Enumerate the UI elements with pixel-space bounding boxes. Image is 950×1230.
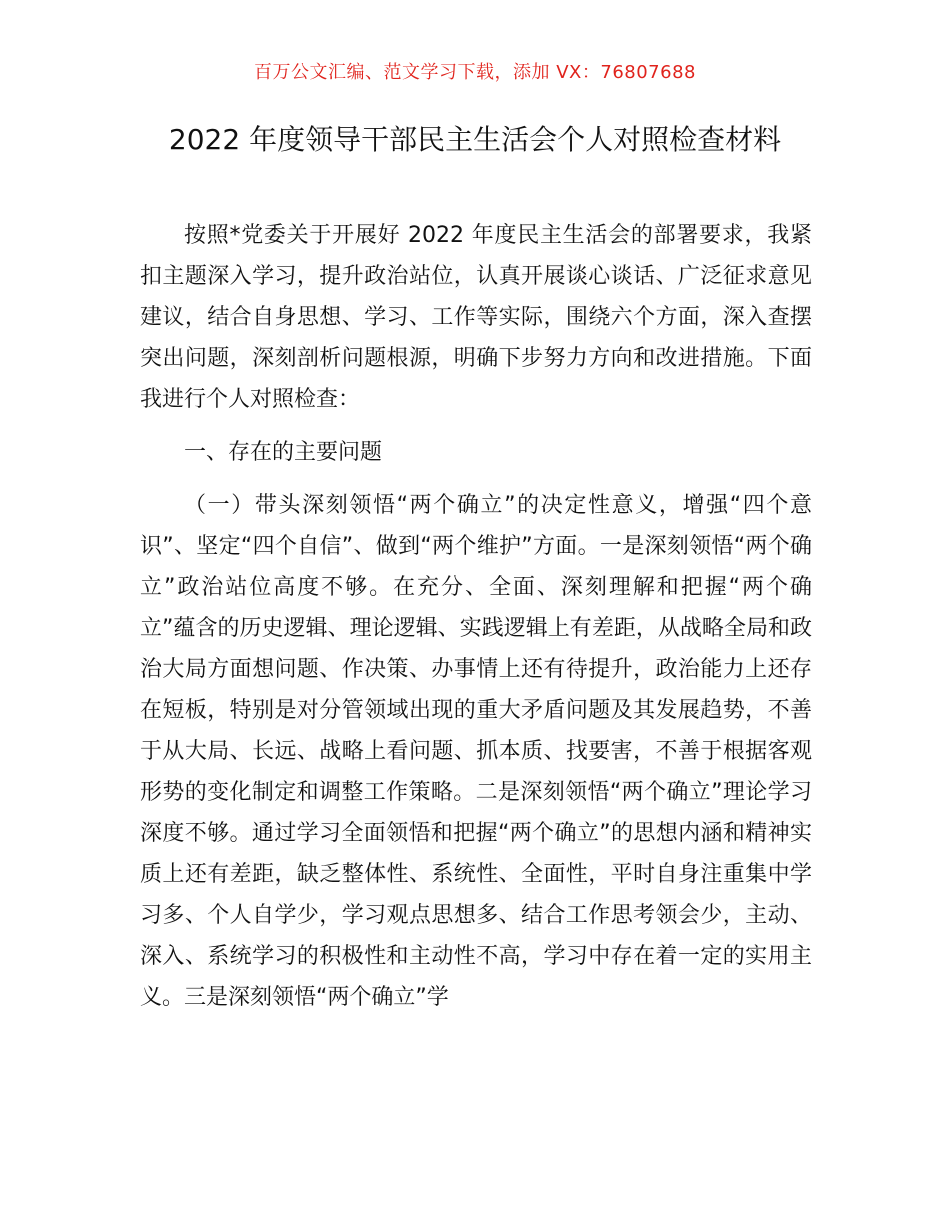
subsection-paragraph: （一）带头深刻领悟“两个确立”的决定性意义，增强“四个意识”、坚定“四个自信”、做到“两个维护”方面。一是深刻领悟“两个确立”政治站位高度不够。在充分、全面、深刻理解和把握“两个确立”蕴含的历史逻辑、理论逻辑、实践逻辑上有差距，从战略全局和政治大局方面想问题、作决策、办事情上还有待提升，政治能力上还存在短板，特别是对分管领域出现的重大矛盾问题及其发展趋势，不善于从大局、长远、战略上看问题、抓本质、找要害，不善于根据客观形势的变化制定和调整工作策略。二是深刻领悟“两个确立”理论学习深度不够。通过学习全面领悟和把握“两个确立”的思想内涵和精神实质上还有差距，缺乏整体性、系统性、全面性，平时自身注重集中学习多、个人自学少，学习观点思想多、结合工作思考领会少，主动、深入、系统学习的积极性和主动性不高，学习中存在着一定的实用主义。三是深刻领悟“两个确立”学 <box>140 493 812 1010</box>
document-body <box>140 215 812 1018</box>
intro-paragraph: 按照*党委关于开展好 2022 年度民主生活会的部署要求，我紧扣主题深入学习，提升政治站位，认真开展谈心谈话、广泛征求意见建议，结合自身思想、学习、工作等实际，围绕六个方面，深入查摆突出问题，深刻剖析问题根源，明确下步努力方向和改进措施。下面我进行个人对照检查： <box>140 223 812 412</box>
watermark-text: 百万公文汇编、范文学习下载，添加 VX：76807688 <box>254 62 696 83</box>
document-title: 2022 年度领导干部民主生活会个人对照检查材料 <box>168 123 782 156</box>
section-heading: 一、存在的主要问题 <box>184 440 383 465</box>
